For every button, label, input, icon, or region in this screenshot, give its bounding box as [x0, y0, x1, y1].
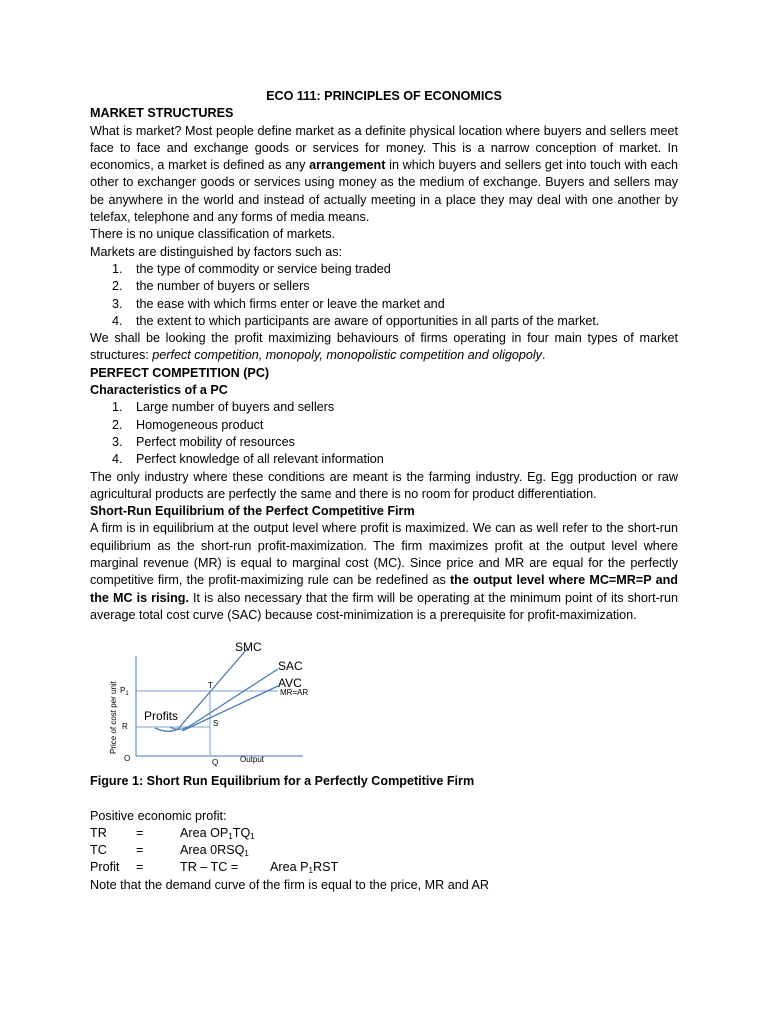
avc-label: AVC [278, 676, 302, 691]
paragraph-equilibrium: A firm is in equilibrium at the output level where profit is maximized. We can as well refer to the short-run equilibrium as the short-run profit-maximization. The firm maximizes profit at the output level where marginal revenue (MR) is equal to marginal cost (MC). Since price and MR are equal for the perfectly competitive firm, the profit-maximizing rule can be redefined as the output level where MC=MR=P and the MC is rising. It is also necessary that the firm will be operating at the minimum point of its short-run average total cost curve (SAC) because cost-minimization is a prerequisite for profit-maximization. [90, 521, 679, 622]
positive-profit-heading: Positive economic profit: [90, 808, 227, 823]
equilibrium-diagram [98, 636, 338, 771]
smc-label: SMC [235, 640, 262, 655]
x-axis-label: Output [240, 755, 265, 765]
tc-equation: TC = Area $0RSQ_1$ [90, 843, 249, 859]
paragraph-no-classification: There is no unique classification of markets. [90, 227, 335, 242]
q-label: Q [212, 758, 219, 768]
list-item: 3. the ease with which firms enter or leave the market and [112, 296, 445, 311]
paragraph-factors-intro: Markets are distinguished by factors such as: [90, 244, 342, 259]
profits-label: Profits [144, 709, 179, 724]
p1-label: $P_1$ [120, 686, 129, 698]
profit-rule-bold: the output level where MC=MR=P and the MC is rising. [90, 573, 678, 605]
paragraph-farming-industry: The only industry where these conditions are meant is the farming industry. Eg. Egg production or raw agricultural products are perfectly the same and there is no room for product differentiation. [90, 469, 678, 501]
list-item: 4. the extent to which participants are aware of opportunities in all parts of the market. [112, 313, 600, 328]
arrangement-bold: arrangement [309, 158, 386, 173]
mr-ar-label: MR=AR [280, 688, 309, 698]
market-types-italic: perfect competition, monopoly, monopolistic competition and oligopoly [152, 348, 542, 363]
list-item: 3. Perfect mobility of resources [112, 434, 295, 449]
list-item: 2. the number of buyers or sellers [112, 279, 310, 294]
y-axis-label: Price of cost per unit [109, 681, 118, 755]
paragraph-market-definition: What is market? Most people define market as a definite physical location where buyers and sellers meet face to face and exchange goods or services for money. This is a narrow conception of market. In economics, a market is defined as any arrangement in which buyers and sellers get into touch with each other to exchanger goods or services using money as the medium of exchange. Buyers and sellers may be anywhere in the world and instead of actually meeting in a place they may deal with one another by telefax, telephone and any forms of media means. [90, 123, 678, 225]
list-item: 4. Perfect knowledge of all relevant information [112, 452, 384, 467]
equilibrium-figure [90, 636, 678, 771]
list-item: 2. Homogeneous product [112, 417, 264, 432]
sac-label: SAC [278, 659, 303, 674]
course-title: ECO 111: PRINCIPLES OF ECONOMICS [266, 89, 502, 103]
origin-label: O [124, 754, 131, 764]
heading-short-run-equilibrium: Short-Run Equilibrium of the Perfect Competitive Firm [90, 504, 415, 519]
profit-equation: Profit = TR – TC = Area $P_1RST$ [90, 860, 339, 876]
tr-equation: TR = Area $OP_1TQ_1$ [90, 825, 255, 841]
r-label: R [122, 722, 128, 732]
t-label: T [208, 681, 213, 691]
heading-perfect-competition: PERFECT COMPETITION (PC) [90, 365, 270, 380]
characteristics-list [90, 399, 678, 468]
list-item: 1. Large number of buyers and sellers [112, 400, 335, 415]
figure-caption: Figure 1: Short Run Equilibrium for a Perfectly Competitive Firm [90, 774, 475, 789]
demand-curve-note: Note that the demand curve of the firm is equal to the price, MR and AR [90, 877, 490, 892]
heading-market-structures: MARKET STRUCTURES [90, 106, 234, 121]
document-page [90, 88, 678, 894]
list-item: 1. the type of commodity or service being traded [112, 261, 391, 276]
paragraph-market-types: We shall be looking the profit maximizing behaviours of firms operating in four main types of market structures: perfect competition, monopoly, monopolistic competition and oligopoly. [90, 331, 678, 363]
heading-characteristics: Characteristics of a PC [90, 383, 228, 398]
s-label: S [213, 719, 219, 729]
factors-list [90, 261, 678, 330]
